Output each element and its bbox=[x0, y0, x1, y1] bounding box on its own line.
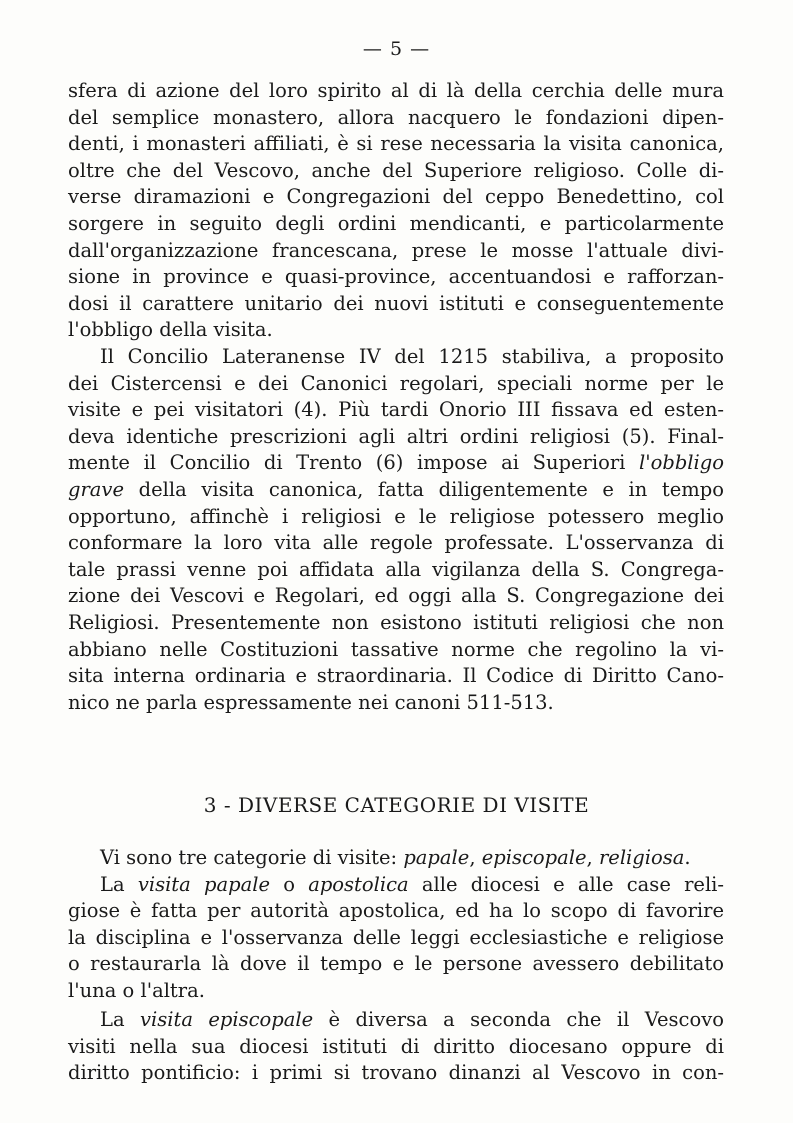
text-line: sorgere in seguito degli ordini mendicanti, e particolarmente bbox=[68, 211, 724, 235]
italic-run: visita episcopale bbox=[139, 1008, 314, 1031]
text-run: Vi sono tre categorie di visite: bbox=[100, 846, 404, 869]
text-line: abbiano nelle Costituzioni tassative norme che regolino la vi- bbox=[68, 637, 724, 661]
text-line: nico ne parla espressamente nei canoni 511-513. bbox=[68, 690, 554, 714]
text-line: del semplice monastero, allora nacquero le fondazioni dipen- bbox=[68, 105, 724, 129]
text-line: sfera di azione del loro spirito al di là della cerchia delle mura bbox=[68, 79, 724, 102]
italic-run: apostolica bbox=[308, 872, 409, 896]
text-line: opportuno, affinchè i religiosi e le religiose potessero meglio bbox=[68, 504, 724, 528]
text-run: , bbox=[586, 846, 599, 869]
text-run: . bbox=[684, 846, 691, 869]
paragraph-4 bbox=[68, 1007, 724, 1087]
text-run: , bbox=[469, 846, 482, 869]
text-line: Religiosi. Presentemente non esistono istituti religiosi che non bbox=[68, 610, 724, 634]
italic-run: visita papale bbox=[137, 872, 270, 896]
text-line: sione in province e quasi-province, accentuandosi e rafforzan- bbox=[68, 265, 724, 289]
text-line: dosi il carattere unitario dei nuovi istituti e conseguentemente bbox=[68, 291, 724, 315]
text-line bbox=[68, 1007, 724, 1034]
paragraph-2 bbox=[68, 344, 724, 716]
text-run: è diversa a seconda che il Vescovo bbox=[313, 1008, 724, 1031]
paragraph-1 bbox=[68, 78, 724, 344]
text-run: alle diocesi e alle case reli- bbox=[408, 872, 725, 896]
italic-run: episcopale bbox=[481, 846, 587, 869]
text-line: oltre che del Vescovo, anche del Superiore religioso. Colle di- bbox=[68, 158, 724, 182]
italic-run: l'obbligo bbox=[639, 451, 724, 475]
text-line: dei Cistercensi e dei Canonici regolari, speciali norme per le bbox=[68, 371, 724, 395]
text-line: deva identiche prescrizioni agli altri ordini religiosi (5). Final- bbox=[68, 424, 724, 448]
section-heading: 3 - DIVERSE CATEGORIE DI VISITE bbox=[203, 793, 590, 817]
paragraph-3 bbox=[68, 845, 724, 1005]
text-line: o restaurarla là dove il tempo e le persone avessero debilitato bbox=[68, 952, 724, 976]
text-run: La bbox=[100, 872, 138, 896]
text-line: Il Concilio Lateranense IV del 1215 stabiliva, a proposito bbox=[100, 345, 724, 368]
text-run: della visita canonica, fatta diligentemente e in tempo bbox=[124, 477, 724, 501]
text-line: zione dei Vescovi e Regolari, ed oggi alla S. Congregazione dei bbox=[68, 584, 724, 608]
text-line: tale prassi venne poi affidata alla vigilanza della S. Congrega- bbox=[68, 557, 724, 581]
text-run: o bbox=[270, 872, 309, 896]
italic-run: papale bbox=[403, 846, 470, 869]
text-line: sita interna ordinaria e straordinaria. Il Codice di Diritto Cano- bbox=[68, 664, 724, 688]
text-line bbox=[68, 872, 724, 899]
text-line: giose è fatta per autorità apostolica, ed ha lo scopo di favorire bbox=[68, 899, 724, 923]
text-line: diritto pontificio: i primi si trovano dinanzi al Vescovo in con- bbox=[68, 1061, 724, 1085]
italic-run: grave bbox=[68, 477, 124, 501]
text-line: dall'organizzazione francescana, prese le mosse l'attuale divi- bbox=[68, 238, 724, 262]
text-line: l'una o l'altra. bbox=[68, 978, 205, 1002]
text-line: conformare la loro vita alle regole professate. L'osservanza di bbox=[68, 531, 724, 555]
text-line: visite e pei visitatori (4). Più tardi Onorio III fissava ed esten- bbox=[68, 398, 724, 422]
italic-run: religiosa bbox=[598, 846, 685, 869]
text-run: mente il Concilio di Trento (6) impose ai Superiori bbox=[68, 451, 639, 475]
text-run: La bbox=[100, 1008, 140, 1031]
text-line: l'obbligo della visita. bbox=[68, 318, 273, 342]
text-line bbox=[68, 477, 724, 504]
text-line: denti, i monasteri affiliati, è si rese necessaria la visita canonica, bbox=[68, 132, 724, 156]
text-line bbox=[68, 845, 724, 872]
text-line: visiti nella sua diocesi istituti di diritto diocesano oppure di bbox=[68, 1034, 724, 1058]
text-line: verse diramazioni e Congregazioni del ceppo Benedettino, col bbox=[68, 185, 724, 209]
text-line bbox=[68, 450, 724, 477]
page-number: — 5 — bbox=[362, 38, 431, 60]
text-line: la disciplina e l'osservanza delle leggi ecclesiastiche e religiose bbox=[68, 925, 724, 949]
